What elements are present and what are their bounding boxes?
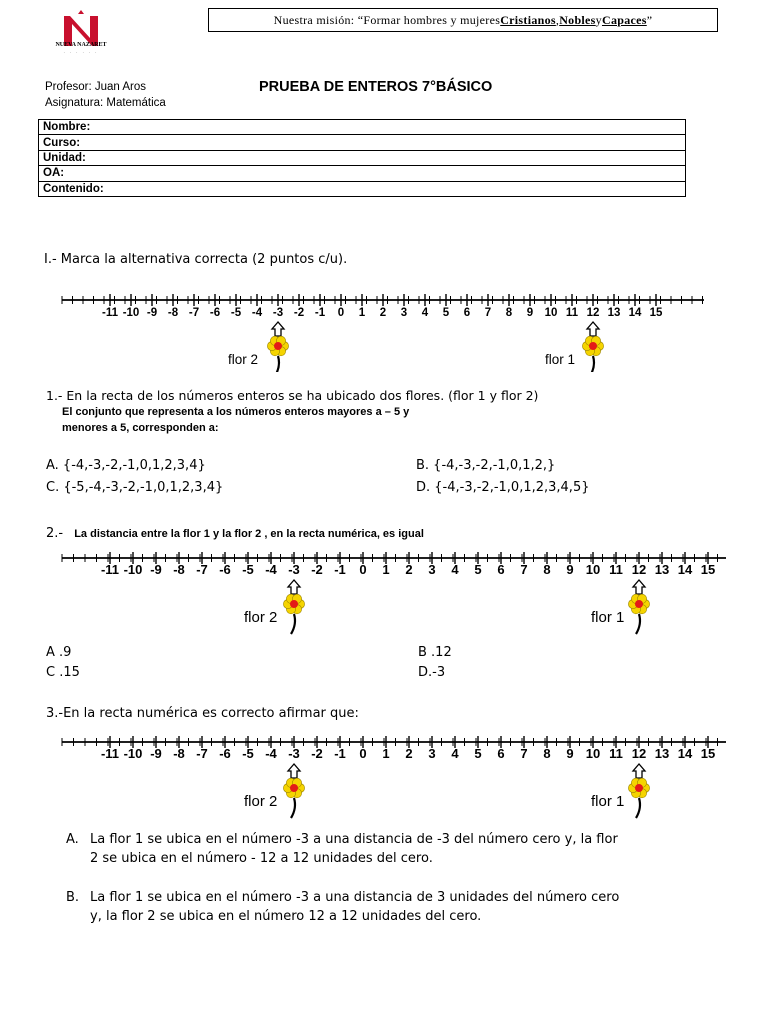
mission-prefix: Nuestra misión: “Formar hombres y mujeres	[273, 12, 501, 27]
tick-label: 3	[428, 746, 436, 761]
tick-label: 10	[585, 562, 601, 577]
tick-label: 8	[543, 746, 551, 761]
tick-label: 1	[382, 746, 390, 761]
arrow-up-icon	[272, 322, 284, 336]
tick-label: 9	[566, 746, 574, 761]
arrow-up-icon	[587, 322, 599, 336]
tick-label: -6	[219, 746, 231, 761]
q3-option-a-line1: La flor 1 se ubica en el número -3 a una distancia de -3 del número cero y, la flor	[90, 832, 618, 847]
tick-label: -4	[265, 562, 277, 577]
flower-icon	[628, 594, 649, 634]
tick-label: -6	[209, 307, 221, 319]
tick-label: 11	[565, 307, 579, 319]
tick-label: 12	[586, 307, 600, 319]
tick-label: 13	[654, 562, 670, 577]
tick-label: -1	[314, 307, 326, 319]
mission-suffix: ”	[646, 12, 653, 27]
q1-line2: El conjunto que representa a los números enteros mayores a – 5 y	[62, 406, 410, 418]
tick-label: 11	[609, 746, 623, 761]
tick-label: 15	[700, 562, 716, 577]
tick-label: 4	[421, 307, 429, 319]
section-title: I.- Marca la alternativa correcta (2 puntos c/u).	[44, 252, 348, 267]
tick-label: -8	[173, 562, 185, 577]
flower-2-label: flor 2	[244, 609, 278, 626]
flower-icon	[283, 594, 304, 634]
flower-2-label: flor 2	[244, 793, 278, 810]
arrow-up-icon	[288, 580, 300, 594]
tick-label: -9	[150, 746, 162, 761]
tick-label: -5	[230, 307, 242, 319]
tick-label: 14	[628, 307, 642, 319]
tick-label: 15	[649, 307, 663, 319]
school-logo	[48, 10, 114, 64]
flower-icon	[582, 336, 603, 372]
tick-label: -11	[100, 746, 120, 761]
subject-label: Asignatura: Matemática	[45, 97, 166, 109]
mission-word-3: Capaces	[601, 12, 647, 27]
q2-number: 2.-	[46, 526, 64, 541]
q2-option-d[interactable]: D.-3	[418, 665, 446, 680]
tick-label: 3	[400, 307, 408, 319]
tick-label: 2	[405, 746, 413, 761]
mission-sep-2: y	[595, 12, 602, 27]
number-line-2	[0, 548, 768, 642]
tick-label: -2	[293, 307, 305, 319]
tick-label: -9	[146, 307, 158, 319]
q3-option-b-label[interactable]: B.	[66, 890, 80, 905]
logo-text: NUEVA NAZARET	[55, 42, 107, 48]
tick-label: 7	[520, 746, 528, 761]
mission-word-1: Cristianos	[500, 12, 556, 27]
tick-label: -11	[100, 562, 120, 577]
q3-option-b-line2: y, la flor 2 se ubica en el número 12 a 12 unidades del cero.	[90, 909, 482, 924]
tick-label: 7	[520, 562, 528, 577]
tick-label: 4	[451, 562, 459, 577]
q1-text: 1.- En la recta de los números enteros se ha ubicado dos flores. (flor 1 y flor 2)	[46, 388, 539, 403]
q3-option-b-line1: La flor 1 se ubica en el número -3 a una distancia de 3 unidades del número cero	[90, 890, 620, 905]
tick-label: 2	[379, 307, 387, 319]
tick-label: 6	[497, 562, 505, 577]
tick-label: -1	[334, 562, 346, 577]
flower-icon	[267, 336, 288, 372]
arrow-up-icon	[633, 764, 645, 778]
flower-1-label: flor 1	[591, 793, 625, 810]
tick-label: -3	[288, 562, 300, 577]
tick-label: -7	[188, 307, 200, 319]
arrow-up-icon	[288, 764, 300, 778]
tick-label: 0	[359, 562, 367, 577]
tick-label: -7	[196, 562, 208, 577]
tick-label: 2	[405, 562, 413, 577]
tick-label: 14	[677, 562, 693, 577]
tick-label: 5	[474, 746, 482, 761]
arrow-up-icon	[633, 580, 645, 594]
mission-word-2: Nobles	[559, 12, 596, 27]
tick-label: -8	[173, 746, 185, 761]
mission-box	[208, 8, 718, 32]
tick-label: -2	[311, 562, 323, 577]
tick-label: -11	[102, 307, 118, 319]
tick-label: 13	[654, 746, 670, 761]
flower-1-label: flor 1	[591, 609, 625, 626]
tick-label: 8	[505, 307, 513, 319]
q1-option-d[interactable]: D. {-4,-3,-2,-1,0,1,2,3,4,5}	[416, 480, 590, 495]
tick-label: 10	[585, 746, 601, 761]
mission-sep-1: ,	[555, 12, 560, 27]
tick-label: -3	[272, 307, 284, 319]
tick-label: 8	[543, 562, 551, 577]
tick-label: 4	[451, 746, 459, 761]
q3-option-a-label[interactable]: A.	[66, 832, 79, 847]
tick-label: 15	[700, 746, 716, 761]
q1-option-a[interactable]: A. {-4,-3,-2,-1,0,1,2,3,4}	[46, 458, 206, 473]
tick-label: -10	[123, 746, 143, 761]
tick-label: 9	[526, 307, 534, 319]
form-field-contenido[interactable]: Contenido:	[39, 181, 686, 196]
q2-option-c[interactable]: C .15	[46, 665, 80, 680]
tick-label: 9	[566, 562, 574, 577]
form-field-oa[interactable]: OA:	[39, 166, 686, 181]
logo-subtext: · · · · · ·	[63, 50, 99, 55]
tick-label: 0	[337, 307, 345, 319]
tick-label: 6	[497, 746, 505, 761]
tick-label: -4	[251, 307, 263, 319]
form-field-curso[interactable]: Curso:	[39, 135, 686, 150]
q1-option-c[interactable]: C. {-5,-4,-3,-2,-1,0,1,2,3,4}	[46, 480, 224, 495]
q1-option-b[interactable]: B. {-4,-3,-2,-1,0,1,2,}	[416, 458, 556, 473]
q2-header	[46, 522, 424, 541]
q2-option-a[interactable]: A .9	[46, 645, 72, 660]
tick-label: 3	[428, 562, 436, 577]
tick-label: 1	[358, 307, 366, 319]
teacher-label: Profesor: Juan Aros	[45, 81, 146, 93]
tick-label: -5	[242, 562, 254, 577]
flower-icon	[283, 778, 304, 818]
tick-label: 1	[382, 562, 390, 577]
tick-label: -3	[288, 746, 300, 761]
exam-title: PRUEBA DE ENTEROS 7°BÁSICO	[259, 79, 493, 95]
tick-label: 0	[359, 746, 367, 761]
tick-label: -7	[196, 746, 208, 761]
q2-text: La distancia entre la flor 1 y la flor 2 , en la recta numérica, es igual	[74, 528, 424, 540]
q2-option-b[interactable]: B .12	[418, 645, 452, 660]
form-field-unidad[interactable]: Unidad:	[39, 150, 686, 165]
tick-label: 14	[677, 746, 693, 761]
tick-label: 5	[474, 562, 482, 577]
tick-label: -1	[334, 746, 346, 761]
flower-2-label: flor 2	[228, 352, 259, 367]
student-info-form	[38, 119, 686, 197]
tick-label: 5	[442, 307, 450, 319]
q3-option-a-line2: 2 se ubica en el número - 12 a 12 unidades del cero.	[90, 851, 433, 866]
tick-label: 10	[544, 307, 558, 319]
number-line-3	[0, 732, 768, 826]
tick-label: 13	[607, 307, 621, 319]
tick-label: -5	[242, 746, 254, 761]
q3-text: 3.-En la recta numérica es correcto afirmar que:	[46, 706, 359, 721]
tick-label: -9	[150, 562, 162, 577]
tick-label: -8	[167, 307, 179, 319]
tick-label: 6	[463, 307, 471, 319]
flower-1-label: flor 1	[545, 352, 576, 367]
tick-label: -10	[122, 307, 140, 319]
tick-label: -2	[311, 746, 323, 761]
form-field-nombre[interactable]: Nombre:	[39, 120, 686, 135]
tick-label: 12	[631, 562, 647, 577]
number-line-1	[0, 290, 768, 372]
tick-label: -4	[265, 746, 277, 761]
tick-label: -6	[219, 562, 231, 577]
tick-label: 7	[484, 307, 492, 319]
tick-label: 12	[631, 746, 647, 761]
q1-line3: menores a 5, corresponden a:	[62, 422, 219, 434]
tick-label: 11	[609, 562, 623, 577]
flower-icon	[628, 778, 649, 818]
tick-label: -10	[123, 562, 143, 577]
